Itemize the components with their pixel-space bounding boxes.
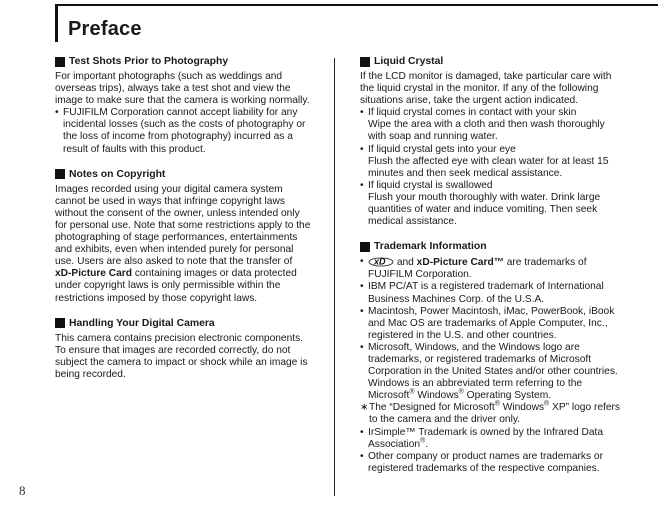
right-column [360,55,620,487]
list-item: ∗ The “Designed for Microsoft® Windows® XP” logo refers to the camera and the driver only. [360,402,620,426]
square-bullet-icon [360,242,370,252]
page-number: 8 [19,483,26,498]
list-item: • If liquid crystal gets into your eye Flush the affected eye with clean water for at least 15 minutes and then seek medical assistance. [360,144,620,180]
list-item: • Other company or product names are trademarks or registered trademarks of the respective companies. [360,451,620,475]
list-item: • xD and xD-Picture Card™ are trademarks of FUJIFILM Corporation. [360,256,620,281]
square-bullet-icon [55,169,65,179]
page-title: Preface [68,18,142,40]
title-frame [55,4,658,42]
list-item: • FUJIFILM Corporation cannot accept liability for any incidental losses (such as the costs of photography or the loss of income from photography) incurred as a result of faults with this product. [55,107,311,155]
list-item: • Microsoft, Windows, and the Windows logo are trademarks, or registered trademarks of Microsoft Corporation in the United States and/or other countries. Windows is an abbreviated term referring to the Microsoft® Windows® Operating System. [360,342,620,402]
list-item: • If liquid crystal comes in contact with your skin Wipe the area with a cloth and then wash thoroughly with soap and running water. [360,107,620,143]
square-bullet-icon [55,318,65,328]
list-item: • If liquid crystal is swallowed Flush your mouth thoroughly with water. Drink large quantities of water and induce vomiting. Then seek medical assistance. [360,180,620,228]
paragraph: For important photographs (such as weddings and overseas trips), always take a test shot and view the image to make sure that the camera is working normally. [55,71,310,107]
section-trademark [360,240,620,475]
square-bullet-icon [360,57,370,67]
left-column [55,55,311,393]
paragraph: Images recorded using your digital camera system cannot be used in ways that infringe copyright laws without the consent of the owner, unless intended only for personal use. Note that some restrictions apply to the photographing of stage performances, entertainments and exhibits, even when intended purely for personal use. Users are also asked to note that the transfer of xD-Picture Card containing images or data protected under copyright laws is only permissible within the restrictions imposed by those copyright laws. [55,183,311,304]
section-copyright [55,168,311,305]
square-bullet-icon [55,57,65,67]
section-heading: Notes on Copyright [69,168,166,180]
section-liquid-crystal [360,55,620,228]
column-divider [334,58,335,496]
paragraph: This camera contains precision electronic components. To ensure that images are recorded correctly, do not subject the camera to impact or shock while an image is being recorded. [55,332,308,380]
section-heading: Trademark Information [374,241,487,253]
section-test-shots [55,55,311,156]
list-item: • IBM PC/AT is a registered trademark of International Business Machines Corp. of the U.S.A. [360,281,620,305]
xd-picture-card-logo-icon [368,256,394,267]
paragraph: If the LCD monitor is damaged, take particular care with the liquid crystal in the monitor. If any of the following situations arise, take the urgent action indicated. [360,71,612,107]
list-item: • Macintosh, Power Macintosh, iMac, PowerBook, iBook and Mac OS are trademarks of Apple Computer, Inc., registered in the U.S. and other countries. [360,306,620,342]
section-heading: Test Shots Prior to Photography [69,56,229,67]
list-item: • IrSimple™ Trademark is owned by the Infrared Data Association®. [360,427,620,451]
section-heading: Liquid Crystal [374,56,444,67]
svg-text:xD: • xD [374,256,386,267]
section-heading: Handling Your Digital Camera [69,317,215,329]
section-handling [55,317,311,381]
